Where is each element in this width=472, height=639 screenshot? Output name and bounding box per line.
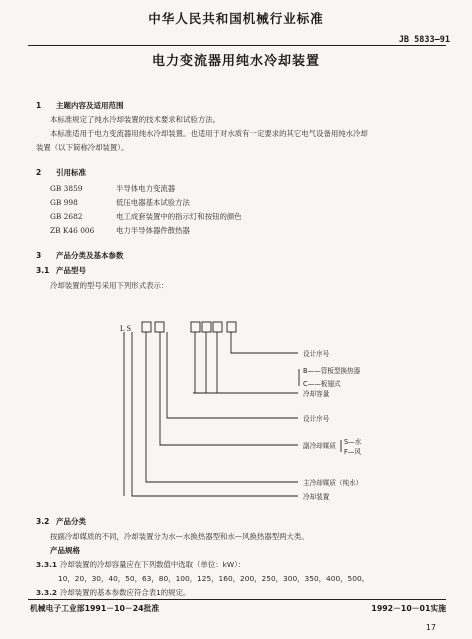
label-tube-plate-exchanger: B——管板型换热器 [303, 367, 361, 375]
subsection-3-2-heading [36, 516, 86, 527]
label-design-number: 设计序号 [303, 415, 330, 423]
issuing-organization: 中华人民共和国机械行业标准 [148, 11, 324, 26]
clause-3-3-1 [36, 559, 245, 570]
label-cooling-device: 冷却装置 [303, 493, 330, 501]
footer-rule [28, 599, 446, 600]
code-box [227, 322, 236, 332]
reference-title: 电力半导体器件散热器 [116, 226, 190, 235]
implementation-date: 1992－10－01实施 [371, 604, 446, 613]
clause-number: 3.3.2 [36, 588, 58, 597]
leader-line [167, 332, 298, 418]
leader-line [160, 332, 298, 445]
paragraph: 按副冷却媒质的不同，冷却装置分为水—水换热器型和水—风换热器型两大类。 [50, 532, 309, 541]
reference-code: GB 3859 [50, 184, 83, 193]
leader-line [132, 332, 298, 496]
section-number: 3.2 [36, 517, 50, 526]
label-plate-fin-exchanger: C——板翅式 [303, 380, 341, 388]
paragraph: 本标准适用于电力变流器用纯水冷却装置。也适用于对水质有一定要求的其它电气设备用纯水冷却 [50, 129, 368, 138]
reference-code: ZB K46 006 [50, 226, 95, 235]
reference-code: GB 998 [50, 198, 78, 207]
page-number: 17 [425, 623, 436, 632]
label-main-medium: 主冷却媒质（纯水） [303, 479, 363, 487]
section-title: 产品型号 [56, 266, 86, 275]
section-title: 产品分类 [56, 517, 86, 526]
section-number: 1 [36, 101, 42, 110]
reference-code: GB 2682 [50, 212, 83, 221]
label-medium-air: F—风 [344, 448, 361, 456]
standard-number: JB 5833—91 [398, 35, 450, 45]
code-box [142, 322, 151, 332]
code-box [155, 322, 164, 332]
label-design-sequence: 设计序号 [303, 350, 330, 358]
reference-title: 低压电器基本试验方法 [116, 198, 190, 207]
clause-text: 冷却装置的冷却容量应在下列数值中选取（单位：kW）： [60, 560, 246, 569]
subsection-3-3-heading: 产品规格 [50, 546, 80, 555]
section-title: 产品分类及基本参数 [56, 251, 124, 260]
code-box [202, 322, 211, 332]
capacity-values: 10，20，30，40，50，63，80，100，125，160，200，250，300，350，400，500。 [58, 574, 370, 583]
code-box [191, 322, 200, 332]
paragraph: 装置（以下简称冷却装置）。 [36, 143, 129, 152]
approval-note: 机械电子工业部1991－10－24批准 [30, 604, 160, 613]
label-cooling-capacity: 冷却容量 [303, 390, 330, 398]
clause-3-3-2 [36, 587, 190, 598]
clause-number: 3.3.1 [36, 560, 58, 569]
leader-line [217, 332, 298, 393]
leader-line [146, 332, 298, 482]
reference-title: 半导体电力变流器 [116, 184, 176, 193]
section-title: 引用标准 [56, 168, 86, 177]
section-number: 3 [36, 251, 42, 260]
leader-line [231, 332, 298, 353]
reference-title: 电工成套装置中的指示灯和按钮的颜色 [116, 212, 242, 221]
code-box [213, 322, 222, 332]
section-title: 主题内容及适用范围 [56, 101, 124, 110]
document-title: 电力变流器用纯水冷却装置 [151, 54, 320, 69]
section-number: 3.1 [36, 266, 50, 275]
model-prefix: L S [120, 324, 132, 333]
label-medium-water: S—水 [344, 438, 362, 446]
label-secondary-medium: 副冷却媒质 [303, 442, 336, 450]
paragraph: 冷却装置的型号采用下列形式表示： [50, 281, 169, 290]
clause-text: 冷却装置的基本参数应符合表1的规定。 [60, 588, 191, 597]
section-number: 2 [36, 168, 42, 177]
paragraph: 本标准规定了纯水冷却装置的技术要求和试验方法。 [50, 115, 220, 124]
